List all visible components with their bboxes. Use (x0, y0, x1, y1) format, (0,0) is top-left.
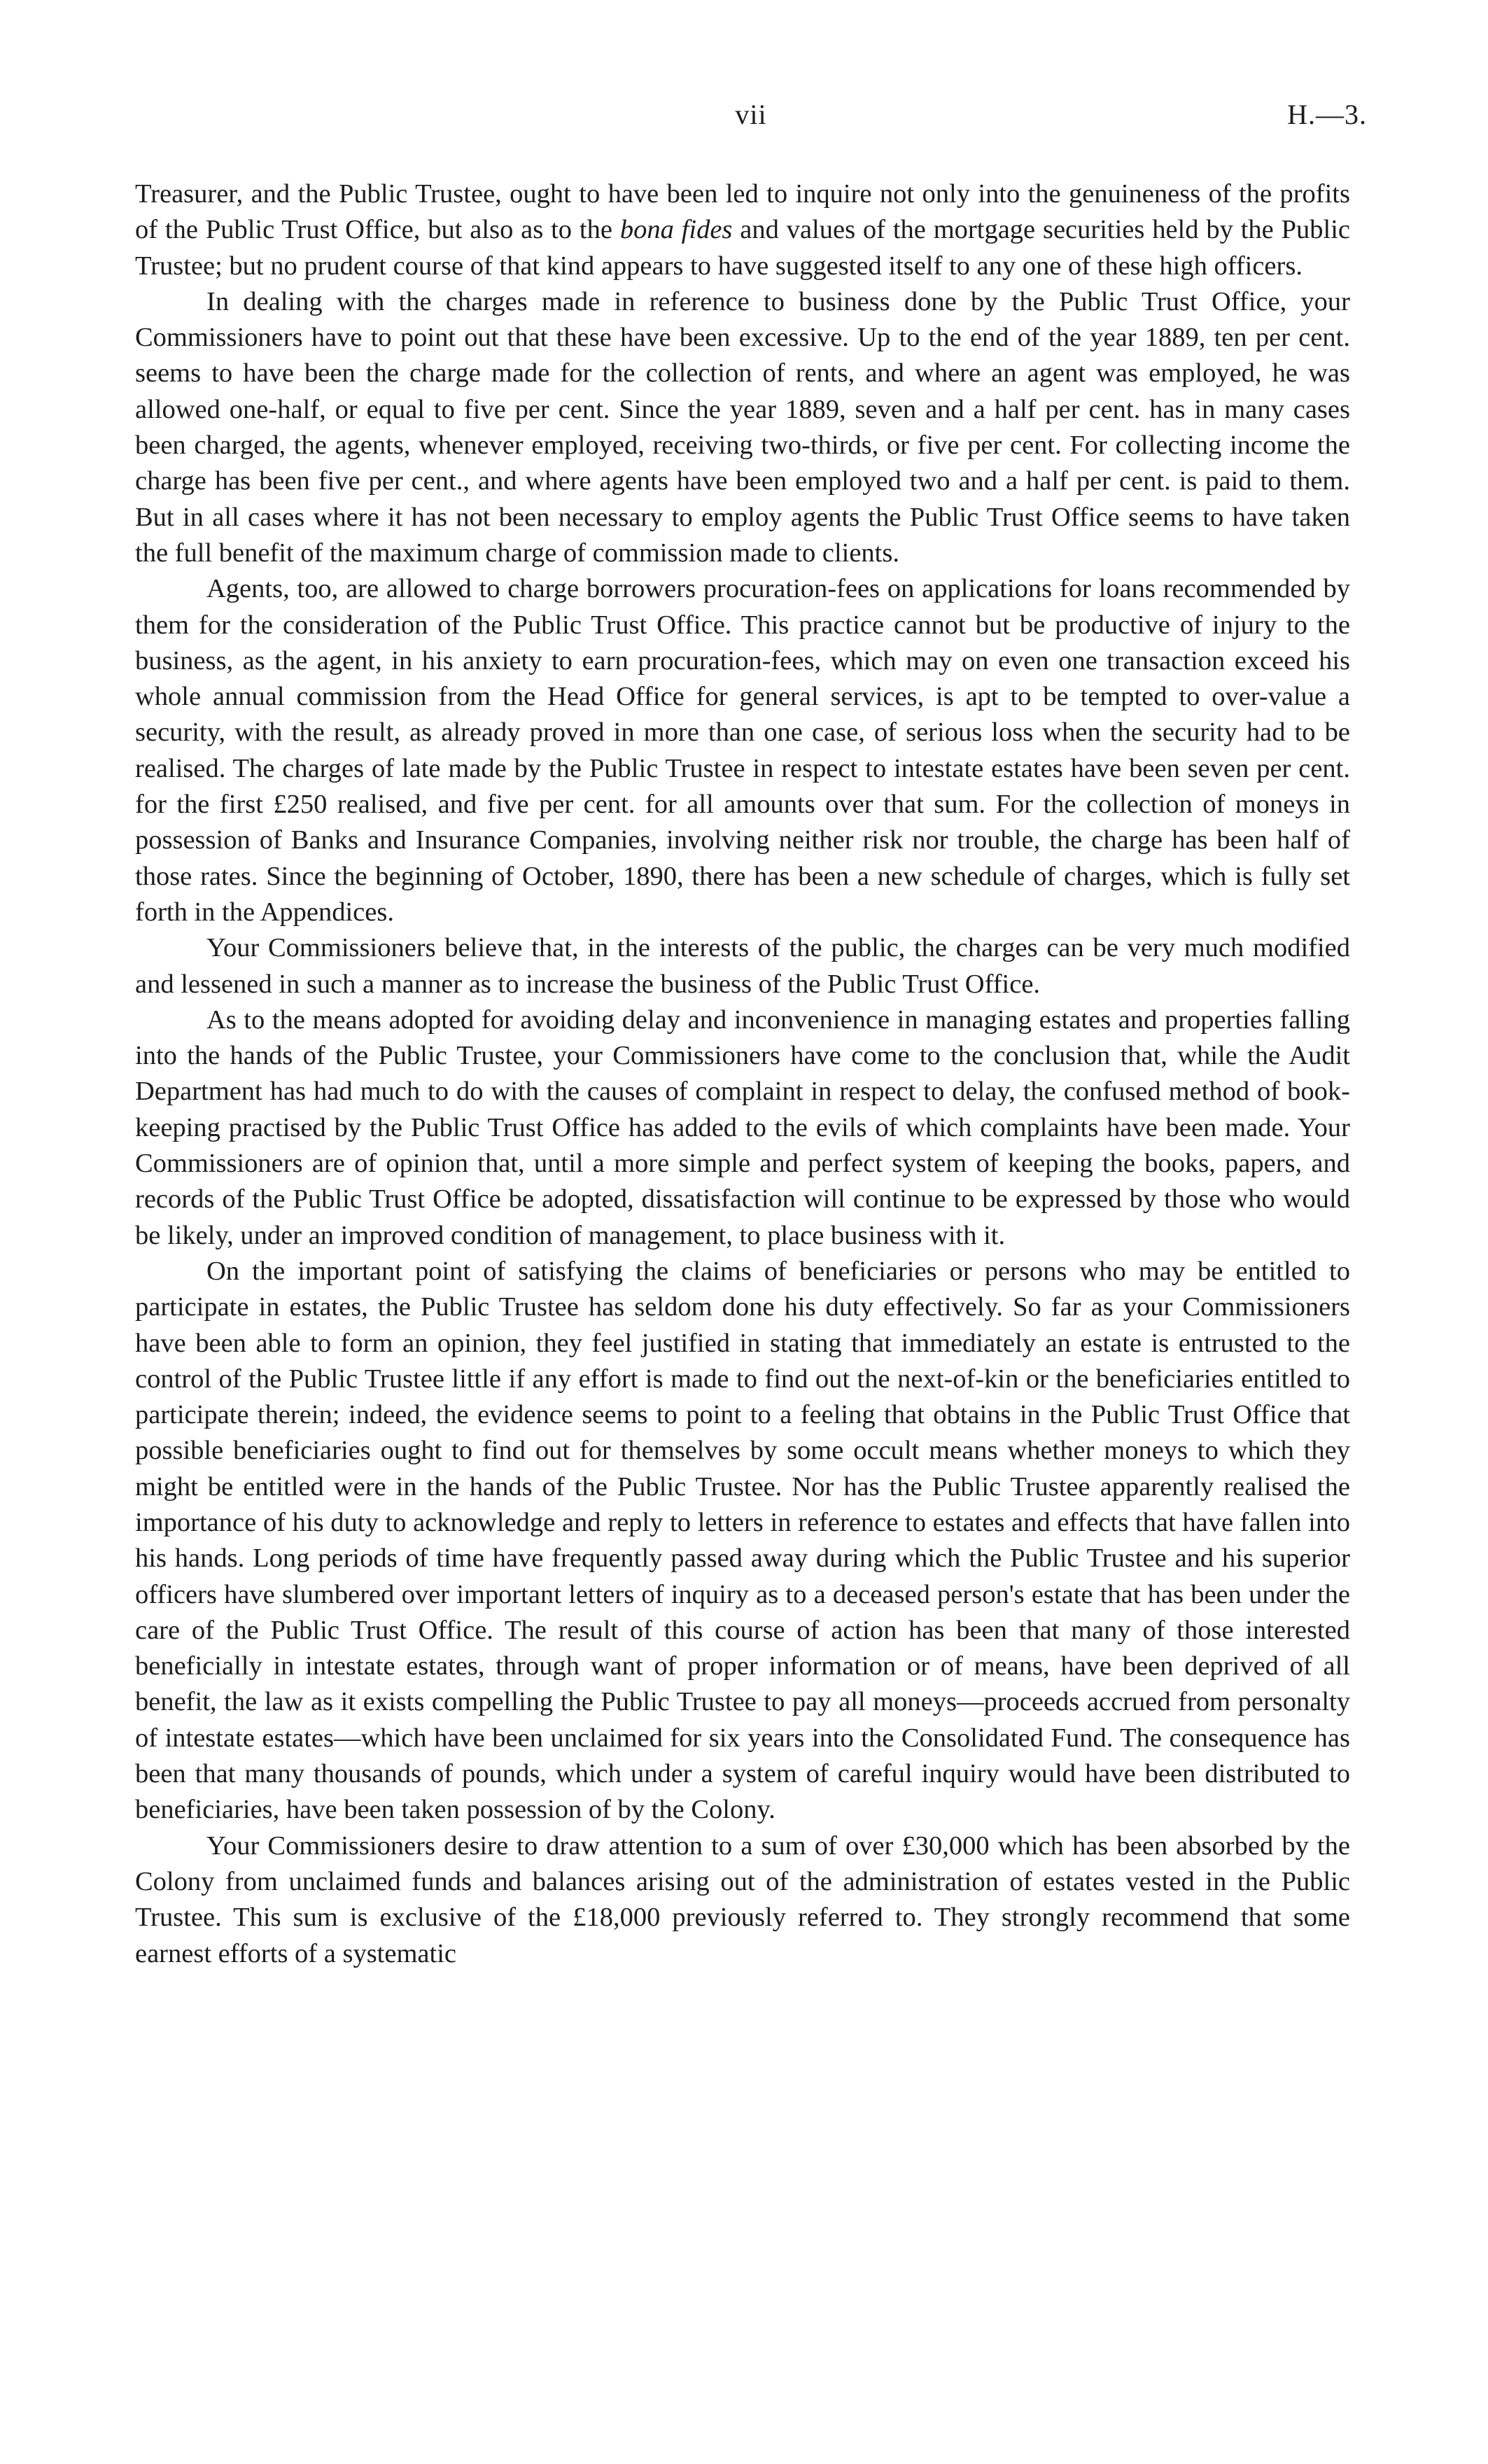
paragraph-charges: In dealing with the charges made in reference to business done by the Public Trust Office, your Commissioners have to point out that these have been excessive. Up to the end of the year 1889, ten per cent. seems to have been the charge made for the collection of rents, and where an agent was employed, he was allowed one-half, or equal to five per cent. Since the year 1889, seven and a half per cent. has in many cases been charged, the agents, whenever employed, receiving two-thirds, or five per cent. For collecting income the charge has been five per cent., and where agents have been employed two and a half per cent. is paid to them. But in all cases where it has not been necessary to employ agents the Public Trust Office seems to have taken the full benefit of the maximum charge of commission made to clients. (135, 286, 1350, 568)
document-reference: H.—3. (1287, 99, 1367, 130)
report-body (135, 176, 1350, 1972)
text-segment: and values of the mortgage securities held by the Public Trustee; but no prudent course of that kind appears to have suggested itself to any one of these high officers. (135, 215, 1351, 281)
paragraph-delay: As to the means adopted for avoiding delay and inconvenience in managing estates and properties falling into the hands of the Public Trustee, your Commissioners have come to the conclusion that, while the Audit Department has had much to do with the causes of complaint in respect to delay, the confused method of book-keeping practised by the Public Trust Office has added to the evils of which complaints have been made. Your Commissioners are of opinion that, until a more simple and perfect system of keeping the books, papers, and records of the Public Trust Office be adopted, dissatisfaction will continue to be expressed by those who would be likely, under an improved condition of management, to place business with it. (135, 1004, 1350, 1250)
text-segment: Treasurer, and the Public Trustee, ought to have been led to inquire not only into the genuineness of the profits of the Public Trust Office, but also as to the (135, 179, 1350, 245)
paragraph-commissioners-belief: Your Commissioners believe that, in the interests of the public, the charges can be very much modified and lessened in such a manner as to increase the business of the Public Trust Office. (135, 933, 1350, 999)
page-number: vii (735, 99, 767, 130)
paragraph-agents: Agents, too, are allowed to charge borrowers procuration-fees on applications for loans recommended by them for the consideration of the Public Trust Office. This practice cannot but be productive of injury to the business, as the agent, in his anxiety to earn procuration-fees, which may on even one transaction exceed his whole annual commission from the Head Office for general services, is apt to be tempted to over-value a security, with the result, as already proved in more than one case, of serious loss when the security had to be realised. The charges of late made by the Public Trustee in respect to intestate estates have been seven per cent. for the first £250 realised, and five per cent. for all amounts over that sum. For the collection of moneys in possession of Banks and Insurance Companies, involving neither risk nor trouble, the charge has been half of those rates. Since the beginning of October, 1890, there has been a new schedule of charges, which is fully set forth in the Appendices. (135, 574, 1350, 927)
paragraph-continued (135, 176, 1350, 284)
paragraph-unclaimed-funds: Your Commissioners desire to draw attention to a sum of over £30,000 which has been absorbed by the Colony from unclaimed funds and balances arising out of the administration of estates vested in the Public Trustee. This sum is exclusive of the £18,000 previously referred to. They strongly recommend that some earnest efforts of a systematic (135, 1830, 1350, 1968)
page-header (135, 98, 1367, 147)
paragraph-beneficiaries: On the important point of satisfying the claims of beneficiaries or persons who may be entitled to participate in estates, the Public Trustee has seldom done his duty effectively. So far as your Commissioners have been able to form an opinion, they feel justified in stating that immediately an estate is entrusted to the control of the Public Trustee little if any effort is made to find out the next-of-kin or the beneficiaries entitled to participate therein; indeed, the evidence seems to point to a feeling that obtains in the Public Trust Office that possible beneficiaries ought to find out for themselves by some occult means whether moneys to which they might be entitled were in the hands of the Public Trustee. Nor has the Public Trustee apparently realised the importance of his duty to acknowledge and reply to letters in reference to estates and effects that have fallen into his hands. Long periods of time have frequently passed away during which the Public Trustee and his superior officers have slumbered over important letters of inquiry as to a deceased person's estate that has been under the care of the Public Trust Office. The result of this course of action has been that many of those interested beneficially in intestate estates, through want of proper information or of means, have been deprived of all benefit, the law as it exists compelling the Public Trustee to pay all moneys—proceeds accrued from personalty of intestate estates—which have been unclaimed for six years into the Consolidated Fund. The consequence has been that many thousands of pounds, which under a system of careful inquiry would have been distributed to beneficiaries, have been taken possession of by the Colony. (135, 1256, 1350, 1825)
italic-phrase: bona fides (619, 215, 733, 245)
